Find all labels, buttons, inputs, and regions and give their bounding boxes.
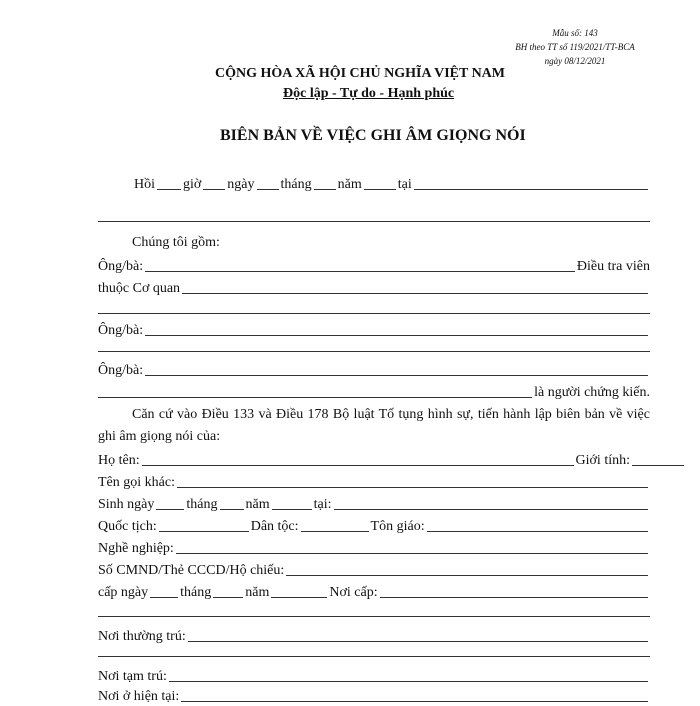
field-birth-day[interactable] [156,509,184,510]
label-hour: Hồi [134,177,155,192]
field-gender[interactable] [632,465,684,466]
temporary-residence-line [98,664,650,686]
field-issued-month[interactable] [213,597,243,598]
label-issued-month: tháng [180,585,212,600]
label-id-doc: Số CMND/Thẻ CCCD/Hộ chiếu: [98,563,285,578]
field-place[interactable] [414,189,648,190]
label-temporary-residence: Nơi tạm trú: [98,669,167,684]
blank-line[interactable] [98,221,650,222]
field-day[interactable] [257,189,279,190]
label-person: Ông/bà: [98,363,144,378]
member-2-line [98,318,650,340]
field-minute[interactable] [203,189,225,190]
label-issued-day: cấp ngày [98,585,149,600]
label-witness: là người chứng kiến. [534,385,650,400]
witness-line [98,380,650,402]
label-minute: giờ [183,177,202,192]
label-issued-year: năm [245,585,270,600]
birth-line [98,492,650,514]
field-ethnicity[interactable] [301,531,369,532]
field-witness[interactable] [98,397,532,398]
label-ethnicity: Dân tộc: [250,519,299,534]
label-day: ngày [227,177,255,192]
field-birth-place[interactable] [334,509,649,510]
label-year: năm [337,177,362,192]
members-intro: Chúng tôi gồm: [132,235,220,250]
field-permanent-residence[interactable] [188,641,648,642]
label-other-name: Tên gọi khác: [98,475,175,490]
permanent-residence-line [98,624,650,646]
field-issued-place[interactable] [380,597,648,598]
nationality-line [98,514,650,536]
label-birth-year: năm [245,497,270,512]
nation-header: CỘNG HÒA XÃ HỘI CHỦ NGHĨA VIỆT NAM [214,66,505,81]
blank-line[interactable] [98,351,650,352]
label-person: Ông/bà: [98,259,144,274]
label-occupation: Nghề nghiệp: [98,541,174,556]
label-nationality: Quốc tịch: [98,519,157,534]
label-birth-day: Sinh ngày [98,497,155,512]
field-year[interactable] [364,189,396,190]
field-birth-year[interactable] [272,509,312,510]
field-agency[interactable] [182,293,648,294]
label-month: tháng [280,177,312,192]
field-other-name[interactable] [177,487,648,488]
label-current-residence: Nơi ở hiện tại: [98,689,180,704]
label-gender: Giới tính: [575,453,630,468]
label-place: tại [397,177,412,192]
field-id-doc[interactable] [286,575,648,576]
field-member-3[interactable] [145,375,648,376]
agency-line [98,276,650,298]
field-birth-month[interactable] [220,509,244,510]
field-religion[interactable] [427,531,648,532]
form-number: Mẫu số: 143 [552,28,598,38]
field-member-2[interactable] [145,335,648,336]
id-issued-line [98,580,650,602]
id-doc-line [98,558,650,580]
label-issued-place: Nơi cấp: [329,585,378,600]
field-issued-year[interactable] [271,597,327,598]
label-full-name: Họ tên: [98,453,140,468]
field-month[interactable] [314,189,336,190]
field-occupation[interactable] [176,553,648,554]
label-religion: Tôn giáo: [370,519,425,534]
label-person: Ông/bà: [98,323,144,338]
label-investigator: Điều tra viên [576,259,650,274]
field-current-residence[interactable] [181,701,648,702]
time-place-line [98,172,650,194]
field-nationality[interactable] [159,531,249,532]
field-full-name[interactable] [142,465,574,466]
form-date: ngày 08/12/2021 [544,56,606,66]
label-birth-month: tháng [186,497,218,512]
other-name-line [98,470,650,492]
blank-line[interactable] [98,616,650,617]
label-agency: thuộc Cơ quan [98,281,181,296]
basis-paragraph: Căn cứ vào Điều 133 và Điều 178 Bộ luật Tố tụng hình sự, tiến hành lập biên bản về việc ghi âm giọng nói của: [98,407,650,444]
field-issued-day[interactable] [150,597,178,598]
blank-line[interactable] [98,656,650,657]
form-number-block [505,26,645,68]
label-birth-place: tại: [313,497,332,512]
page-title: BIÊN BẢN VỀ VIỆC GHI ÂM GIỌNG NÓI [220,127,526,144]
label-permanent-residence: Nơi thường trú: [98,629,186,644]
nation-motto: Độc lập - Tự do - Hạnh phúc [283,86,455,101]
field-investigator-name[interactable] [145,271,575,272]
field-hour[interactable] [157,189,181,190]
form-issuance: BH theo TT số 119/2021/TT-BCA [515,42,635,52]
current-residence-line [98,684,650,706]
field-temporary-residence[interactable] [169,681,648,682]
occupation-line [98,536,650,558]
full-name-line [98,448,686,470]
member-3-line [98,358,650,380]
blank-line[interactable] [98,313,650,314]
member-investigator-line [98,254,650,276]
